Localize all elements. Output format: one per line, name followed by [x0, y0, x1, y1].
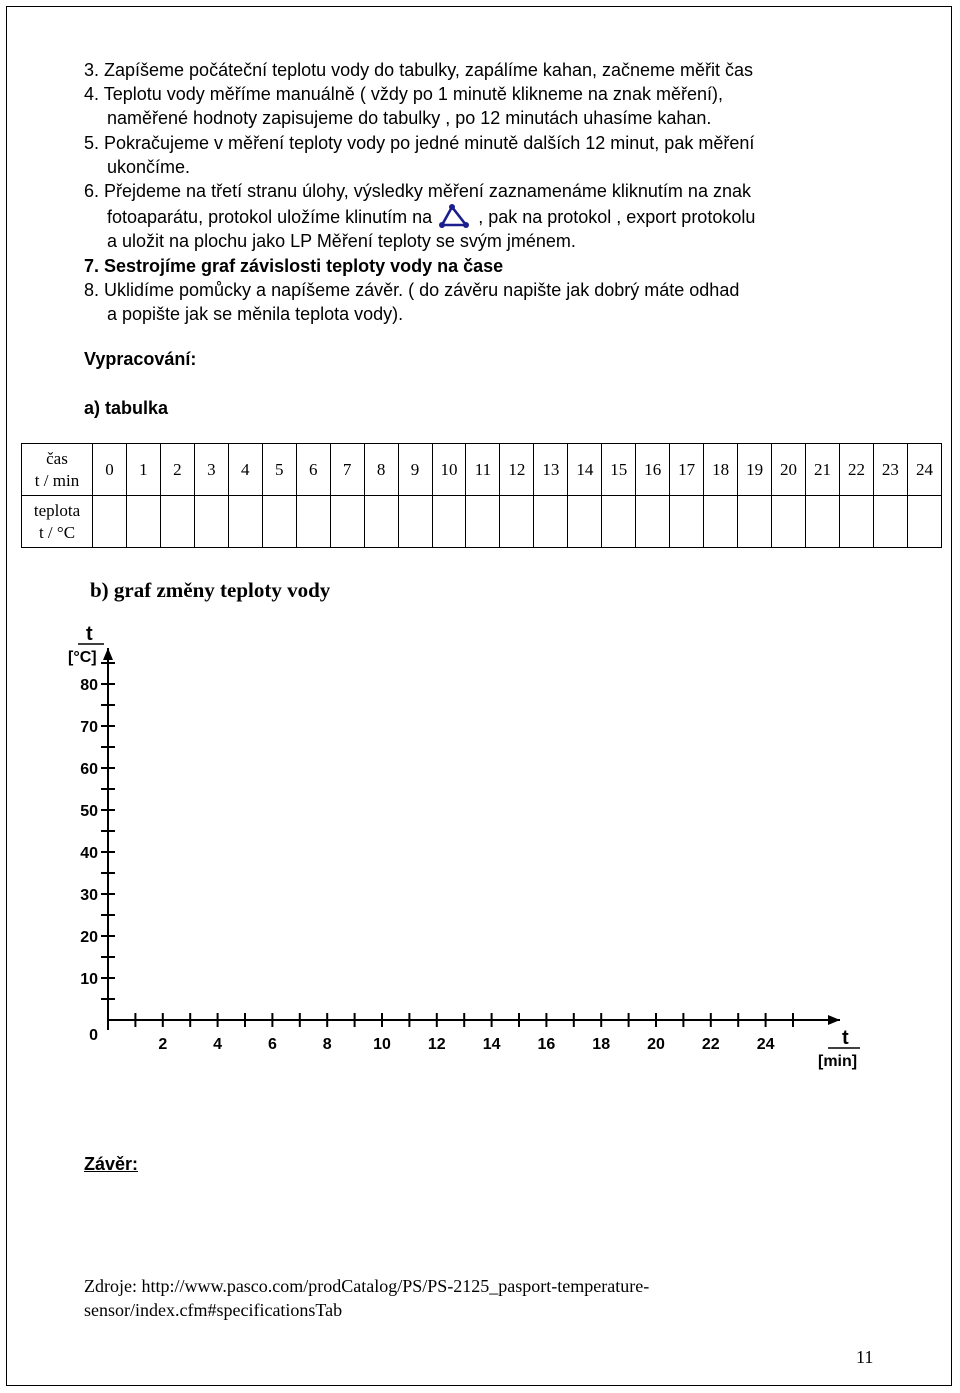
heading-zaver: Závěr:	[84, 1154, 139, 1174]
time-cell: 12	[500, 444, 534, 496]
y-tick-label: 40	[80, 845, 98, 862]
sources-line-1: Zdroje: http://www.pasco.com/prodCatalog/PS/PS-2125_pasport-temperature-	[84, 1276, 650, 1296]
y-tick-label: 70	[80, 719, 98, 736]
time-cell: 5	[262, 444, 296, 496]
temperature-cell[interactable]	[568, 496, 602, 548]
temperature-cell[interactable]	[772, 496, 806, 548]
time-cell: 9	[398, 444, 432, 496]
instructions	[84, 58, 904, 326]
time-cell: 22	[839, 444, 873, 496]
step-6-cont2: a uložit na plochu jako LP Měření teploty se svým jménem.	[107, 231, 576, 252]
time-cell: 6	[296, 444, 330, 496]
temperature-cell[interactable]	[738, 496, 772, 548]
time-cell: 13	[534, 444, 568, 496]
temperature-cell[interactable]	[500, 496, 534, 548]
temperature-cell[interactable]	[704, 496, 738, 548]
row-header-time	[22, 444, 93, 496]
temperature-cell[interactable]	[839, 496, 873, 548]
time-cell: 20	[772, 444, 806, 496]
row-header-temperature	[22, 496, 93, 548]
y-tick-label: 10	[80, 971, 98, 988]
temperature-cell[interactable]	[602, 496, 636, 548]
time-cell: 7	[330, 444, 364, 496]
temperature-unit: t / °C	[38, 522, 76, 542]
temperature-cell[interactable]	[194, 496, 228, 548]
time-cell: 4	[228, 444, 262, 496]
time-unit: t / min	[34, 470, 80, 490]
x-tick-label: 18	[592, 1036, 611, 1053]
x-tick-label: 10	[373, 1036, 391, 1053]
x-tick-label: 16	[537, 1036, 556, 1053]
time-cell: 18	[704, 444, 738, 496]
y-tick-label: 80	[80, 677, 98, 694]
heading-tabulka: a) tabulka	[84, 398, 169, 418]
y-axis-arrow	[103, 648, 113, 660]
time-cell: 23	[873, 444, 907, 496]
y-axis-unit: [°C]	[68, 649, 97, 666]
x-tick-label: 22	[701, 1036, 720, 1053]
temperature-cell[interactable]	[228, 496, 262, 548]
x-tick-label: 24	[756, 1036, 775, 1053]
y-tick-label: 30	[80, 887, 98, 904]
step-6-cont-post: , pak na protokol , export protokolu	[478, 207, 756, 228]
time-cell: 0	[93, 444, 127, 496]
temperature-cell[interactable]	[806, 496, 840, 548]
time-cell: 19	[738, 444, 772, 496]
temperature-cell[interactable]	[330, 496, 364, 548]
x-tick-label: 20	[647, 1036, 665, 1053]
time-cell: 15	[602, 444, 636, 496]
time-cell: 24	[907, 444, 941, 496]
y-tick-label: 50	[80, 803, 98, 820]
measurement-table	[21, 443, 942, 548]
time-cell: 14	[568, 444, 602, 496]
step-4: 4. Teplotu vody měříme manuálně ( vždy po 1 minutě klikneme na znak měření),	[84, 84, 723, 105]
temperature-cell[interactable]	[432, 496, 466, 548]
temperature-cell[interactable]	[93, 496, 127, 548]
temperature-label: teplota	[33, 500, 81, 520]
time-cell: 21	[806, 444, 840, 496]
time-cell: 17	[670, 444, 704, 496]
temperature-cell[interactable]	[160, 496, 194, 548]
sources-line-2: sensor/index.cfm#specificationsTab	[84, 1300, 343, 1320]
temperature-cell[interactable]	[534, 496, 568, 548]
x-tick-label: 2	[158, 1036, 168, 1053]
time-cell: 10	[432, 444, 466, 496]
heading-vypracovani: Vypracování:	[84, 349, 197, 369]
temperature-cell[interactable]	[873, 496, 907, 548]
share-triangle-icon	[432, 203, 478, 229]
x-axis-unit: [min]	[818, 1053, 858, 1070]
temperature-cell[interactable]	[126, 496, 160, 548]
temperature-cell[interactable]	[398, 496, 432, 548]
step-5-cont: ukončíme.	[107, 156, 191, 177]
step-6-cont	[84, 203, 904, 229]
x-tick-label: 14	[482, 1036, 501, 1053]
time-cell: 1	[126, 444, 160, 496]
step-6-cont-pre: fotoaparátu, protokol uložíme klinutím na	[107, 207, 433, 228]
time-cell: 16	[636, 444, 670, 496]
time-cell: 3	[194, 444, 228, 496]
step-8-cont: a popište jak se měnila teplota vody).	[107, 304, 404, 325]
time-cell: 8	[364, 444, 398, 496]
step-6: 6. Přejdeme na třetí stranu úlohy, výsledky měření zaznamenáme kliknutím na znak	[84, 181, 751, 202]
y-axis-symbol: t	[86, 623, 93, 645]
temperature-graph	[50, 620, 880, 1080]
y-tick-label: 20	[80, 929, 98, 946]
step-4-cont: naměřené hodnoty zapisujeme do tabulky , po 12 minutách uhasíme kahan.	[107, 108, 712, 129]
step-5: 5. Pokračujeme v měření teploty vody po jedné minutě dalších 12 minut, pak měření	[84, 132, 755, 153]
temperature-cell[interactable]	[907, 496, 941, 548]
step-7: 7. Sestrojíme graf závislosti teploty vody na čase	[84, 255, 504, 276]
heading-graf: b) graf změny teploty vody	[90, 578, 331, 602]
temperature-cell[interactable]	[296, 496, 330, 548]
time-cell: 2	[160, 444, 194, 496]
temperature-cell[interactable]	[262, 496, 296, 548]
page-number: 11	[856, 1347, 874, 1367]
step-3: 3. Zapíšeme počáteční teplotu vody do tabulky, zapálíme kahan, začneme měřit čas	[84, 60, 754, 80]
x-axis-arrow	[828, 1015, 840, 1025]
x-tick-label: 8	[322, 1036, 332, 1053]
x-tick-label: 12	[427, 1036, 446, 1053]
temperature-cell[interactable]	[466, 496, 500, 548]
y-tick-label: 0	[89, 1027, 98, 1044]
y-tick-label: 60	[80, 761, 98, 778]
sources	[84, 1274, 804, 1322]
table-row-time	[22, 444, 942, 496]
x-tick-label: 4	[213, 1036, 223, 1053]
temperature-cell[interactable]	[636, 496, 670, 548]
temperature-cell[interactable]	[364, 496, 398, 548]
x-tick-label: 6	[267, 1036, 277, 1053]
temperature-cell[interactable]	[670, 496, 704, 548]
table-row-temperature	[22, 496, 942, 548]
time-label: čas	[46, 448, 68, 468]
x-axis-symbol: t	[842, 1027, 849, 1049]
step-8: 8. Uklidíme pomůcky a napíšeme závěr. ( do závěru napište jak dobrý máte odhad	[84, 279, 740, 300]
time-cell: 11	[466, 444, 500, 496]
